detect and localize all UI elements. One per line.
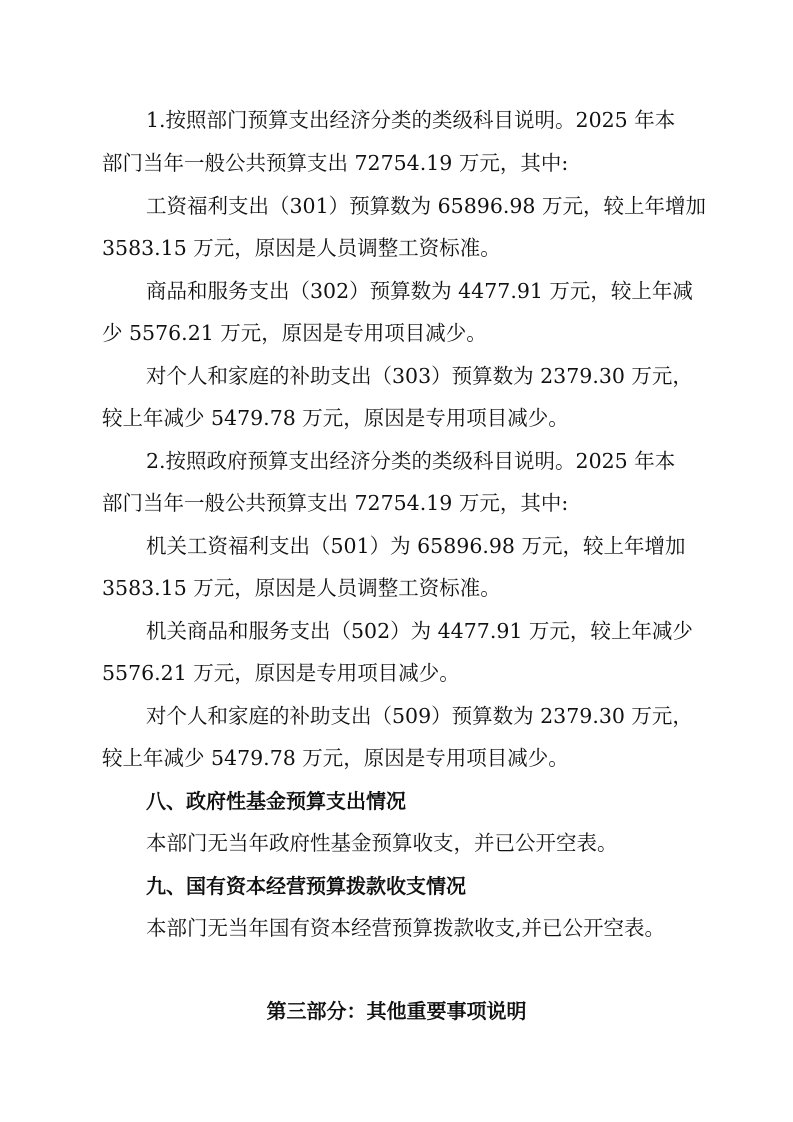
paragraph-line: 2.按照政府预算支出经济分类的类级科目说明。2025 年本 [146, 449, 676, 473]
paragraph-line: 工资福利支出（301）预算数为 65896.98 万元，较上年增加 [146, 194, 706, 218]
paragraph-line: 部门当年一般公共预算支出 72754.19 万元，其中: [102, 151, 569, 175]
paragraph-line: 机关商品和服务支出（502）为 4477.91 万元，较上年减少 [146, 619, 693, 643]
section-heading-state-capital: 九、国有资本经营预算拨款收支情况 [146, 874, 466, 898]
paragraph-line: 3583.15 万元，原因是人员调整工资标准。 [102, 236, 501, 260]
paragraph-line: 对个人和家庭的补助支出（303）预算数为 2379.30 万元， [146, 364, 693, 388]
paragraph-line: 少 5576.21 万元，原因是专用项目减少。 [102, 321, 487, 345]
paragraph-line: 较上年减少 5479.78 万元，原因是专用项目减少。 [102, 746, 569, 770]
paragraph-line: 3583.15 万元，原因是人员调整工资标准。 [102, 576, 501, 600]
paragraph-line: 机关工资福利支出（501）为 65896.98 万元，较上年增加 [146, 534, 686, 558]
paragraph-line: 对个人和家庭的补助支出（509）预算数为 2379.30 万元， [146, 704, 693, 728]
part-title: 第三部分：其他重要事项说明 [266, 999, 527, 1023]
paragraph-line: 商品和服务支出（302）预算数为 4477.91 万元，较上年减 [146, 279, 693, 303]
paragraph-line: 较上年减少 5479.78 万元，原因是专用项目减少。 [102, 406, 569, 430]
paragraph-line: 部门当年一般公共预算支出 72754.19 万元，其中: [102, 491, 569, 515]
paragraph-line: 本部门无当年政府性基金预算收支，并已公开空表。 [146, 831, 618, 855]
paragraph-line: 本部门无当年国有资本经营预算拨款收支,并已公开空表。 [146, 916, 666, 940]
paragraph-line: 1.按照部门预算支出经济分类的类级科目说明。2025 年本 [146, 108, 676, 132]
section-heading-government-fund: 八、政府性基金预算支出情况 [146, 789, 406, 813]
paragraph-line: 5576.21 万元，原因是专用项目减少。 [102, 661, 460, 685]
